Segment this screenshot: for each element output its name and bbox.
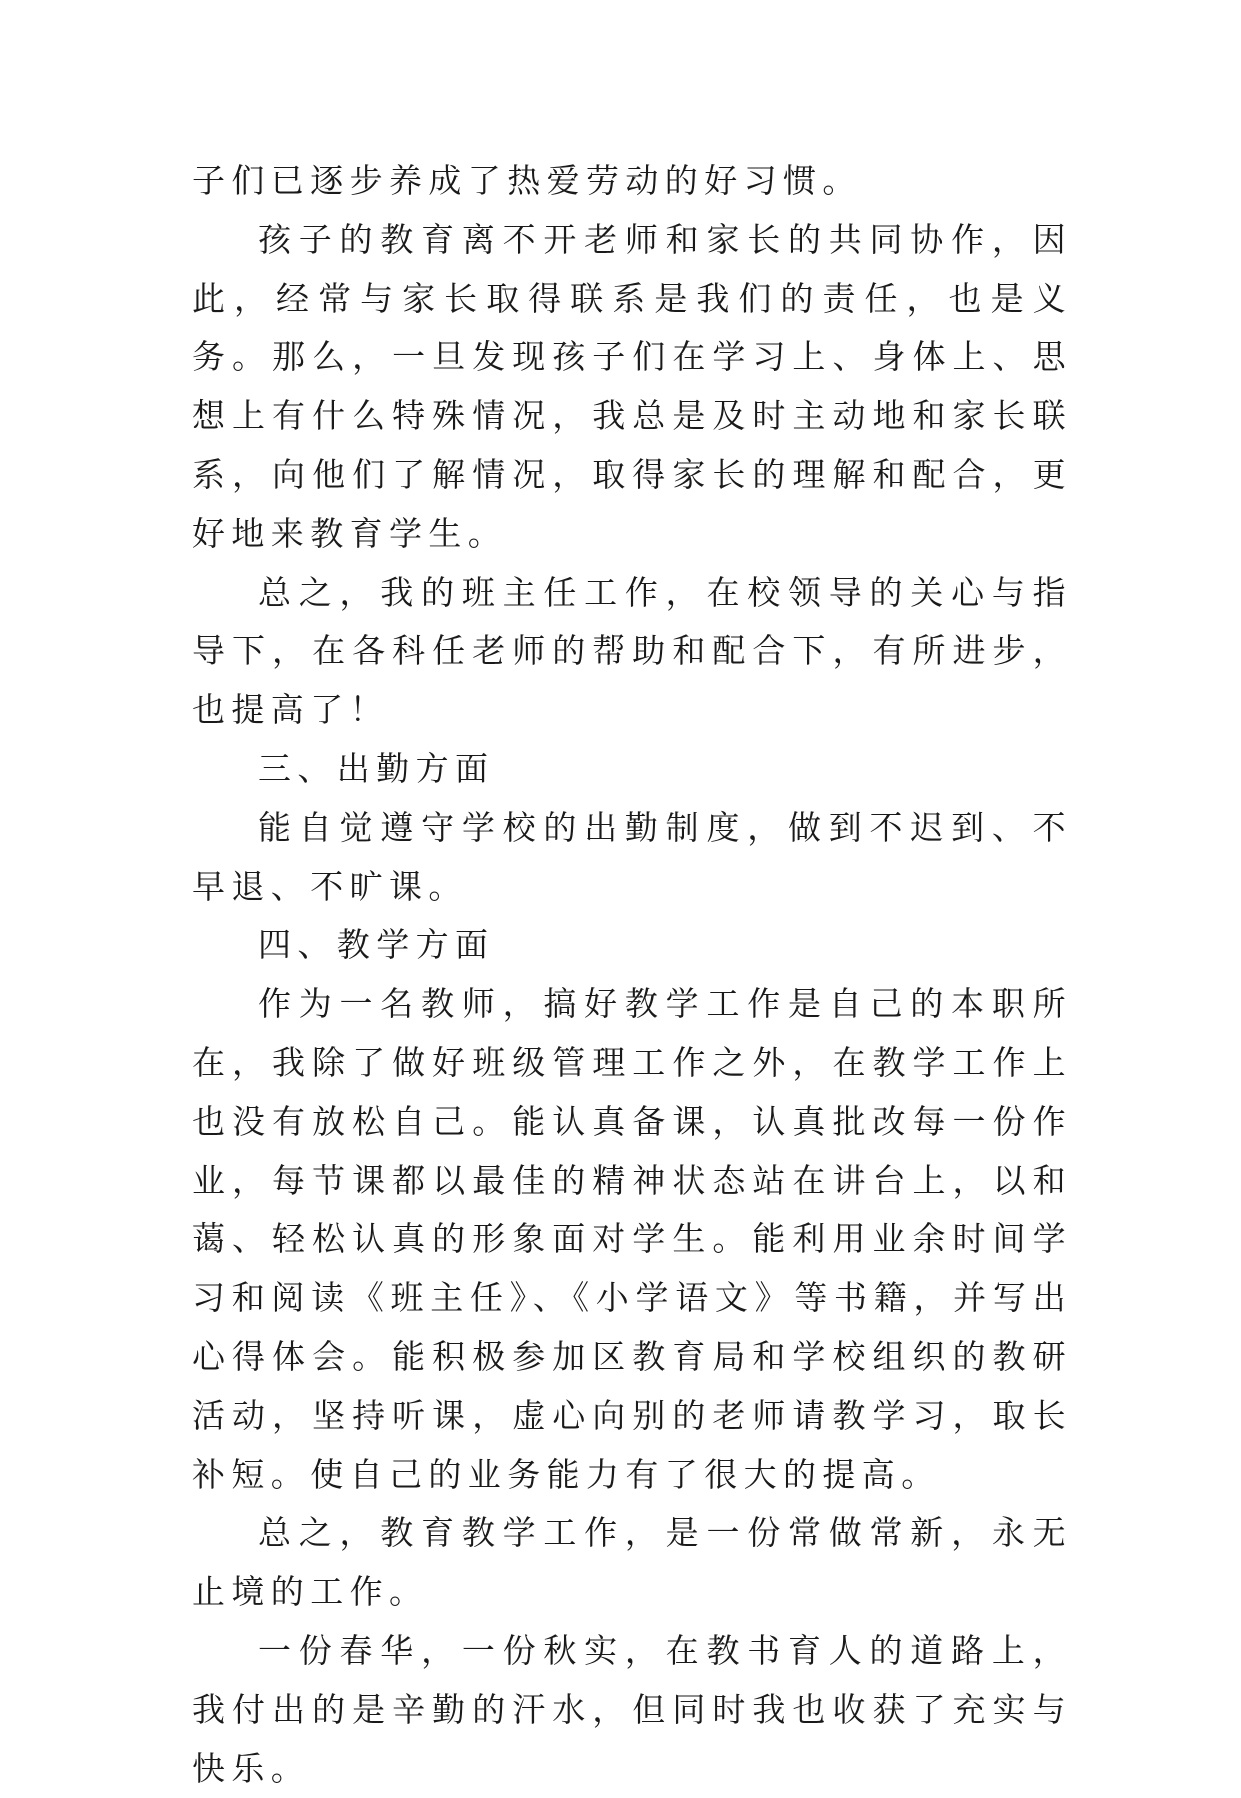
section-heading-teaching: 四、教学方面: [258, 925, 495, 965]
section-heading-attendance: 三、出勤方面: [258, 748, 495, 788]
paragraph-teaching-summary: 总之，教育教学工作，是一份常做常新，永无止境的工作。: [192, 1513, 1072, 1612]
paragraph-continuation: 子们已逐步养成了热爱劳动的好习惯。: [192, 161, 862, 200]
paragraph-closing: 一份春华，一份秋实，在教书育人的道路上，我付出的是辛勤的汗水，但同时我也收获了充实与快乐。: [192, 1630, 1072, 1788]
document-body: [192, 152, 1072, 1798]
paragraph-class-teacher-summary: 总之，我的班主任工作，在校领导的关心与指导下，在各科任老师的帮助和配合下，有所进步，也提高了！: [192, 572, 1072, 730]
paragraph-teaching: 作为一名教师，搞好教学工作是自己的本职所在，我除了做好班级管理工作之外，在教学工作上也没有放松自己。能认真备课，认真批改每一份作业，每节课都以最佳的精神状态站在讲台上，以和蔼、轻松认真的形象面对学生。能利用业余时间学习和阅读《班主任》、《小学语文》等书籍，并写出心得体会。能积极参加区教育局和学校组织的教研活动，坚持听课，虚心向别的老师请教学习，取长补短。使自己的业务能力有了很大的提高。: [192, 984, 1072, 1494]
paragraph-parent-communication: 孩子的教育离不开老师和家长的共同协作，因此，经常与家长取得联系是我们的责任，也是义务。那么，一旦发现孩子们在学习上、身体上、思想上有什么特殊情况，我总是及时主动地和家长联系，向他们了解情况，取得家长的理解和配合，更好地来教育学生。: [192, 219, 1072, 553]
paragraph-attendance: 能自觉遵守学校的出勤制度，做到不迟到、不早退、不旷课。: [192, 807, 1072, 906]
